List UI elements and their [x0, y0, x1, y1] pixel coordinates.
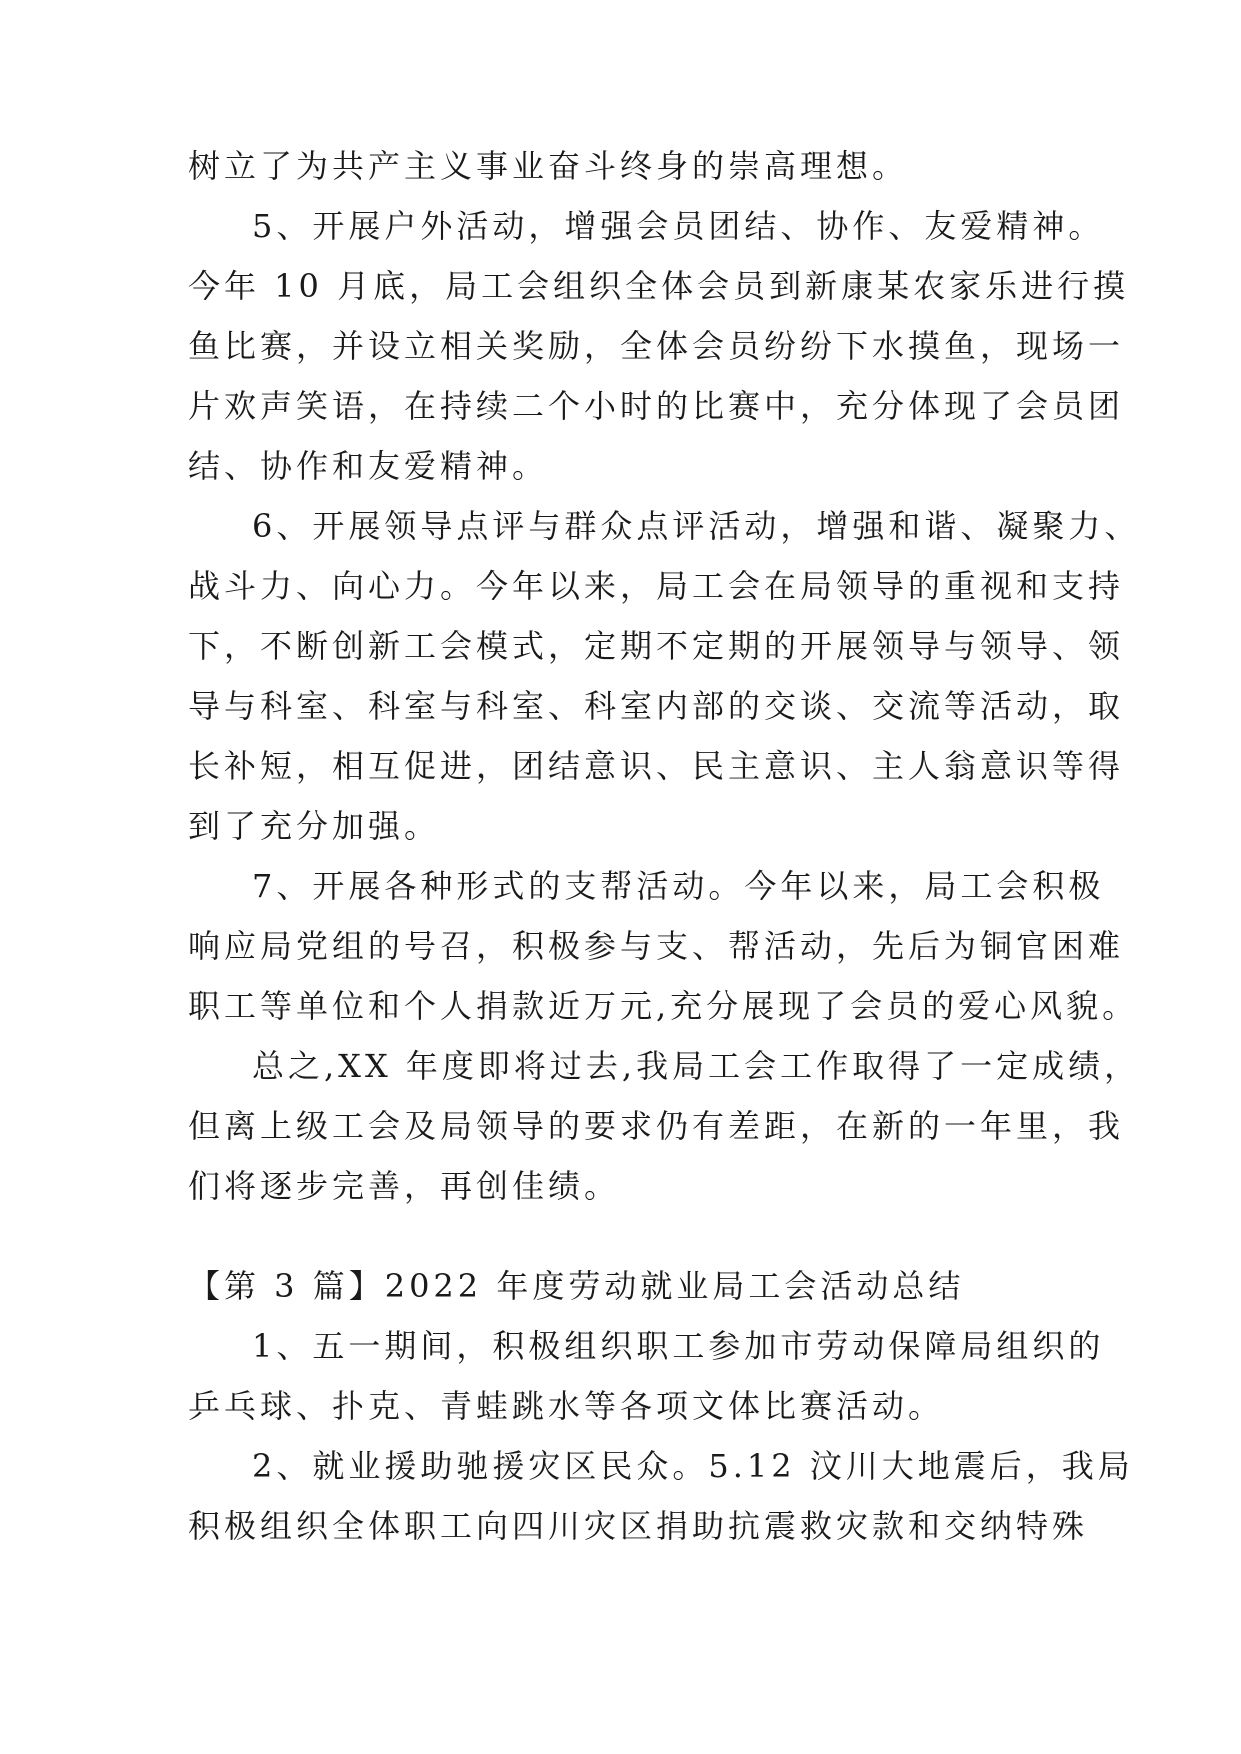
paragraph-line: 5、开展户外活动，增强会员团结、协作、友爱精神。: [252, 207, 1105, 245]
paragraph-line: 片欢声笑语，在持续二个小时的比赛中，充分体现了会员团: [188, 387, 1125, 425]
paragraph-line: 响应局党组的号召，积极参与支、帮活动，先后为铜官困难: [188, 927, 1125, 965]
paragraph-line: 7、开展各种形式的支帮活动。今年以来，局工会积极: [252, 867, 1105, 905]
paragraph-line: 总之,XX 年度即将过去,我局工会工作取得了一定成绩，: [252, 1047, 1141, 1085]
paragraph-line: 积极组织全体职工向四川灾区捐助抗震救灾款和交纳特殊: [188, 1507, 1089, 1545]
paragraph-line: 今年 10 月底，局工会组织全体会员到新康某农家乐进行摸: [188, 267, 1130, 305]
section-heading: 【第 3 篇】2022 年度劳动就业局工会活动总结: [188, 1267, 965, 1305]
paragraph-line: 结、协作和友爱精神。: [188, 447, 549, 485]
paragraph-line: 树立了为共产主义事业奋斗终身的崇高理想。: [188, 147, 909, 185]
paragraph-line: 1、五一期间，积极组织职工参加市劳动保障局组织的: [252, 1327, 1105, 1365]
paragraph-line: 长补短，相互促进，团结意识、民主意识、主人翁意识等得: [188, 747, 1125, 785]
paragraph-line: 但离上级工会及局领导的要求仍有差距，在新的一年里，我: [188, 1107, 1125, 1145]
paragraph-line: 们将逐步完善，再创佳绩。: [188, 1167, 621, 1205]
paragraph-line: 战斗力、向心力。今年以来，局工会在局领导的重视和支持: [188, 567, 1125, 605]
paragraph-line: 鱼比赛，并设立相关奖励，全体会员纷纷下水摸鱼，现场一: [188, 327, 1125, 365]
paragraph-line: 到了充分加强。: [188, 807, 441, 845]
paragraph-line: 2、就业援助驰援灾区民众。5.12 汶川大地震后，我局: [252, 1447, 1134, 1485]
paragraph-line: 乒乓球、扑克、青蛙跳水等各项文体比赛活动。: [188, 1387, 945, 1425]
paragraph-line: 职工等单位和个人捐款近万元,充分展现了会员的爱心风貌。: [188, 987, 1139, 1025]
paragraph-line: 导与科室、科室与科室、科室内部的交谈、交流等活动，取: [188, 687, 1125, 725]
paragraph-line: 下，不断创新工会模式，定期不定期的开展领导与领导、领: [188, 627, 1125, 665]
paragraph-line: 6、开展领导点评与群众点评活动，增强和谐、凝聚力、: [252, 507, 1141, 545]
